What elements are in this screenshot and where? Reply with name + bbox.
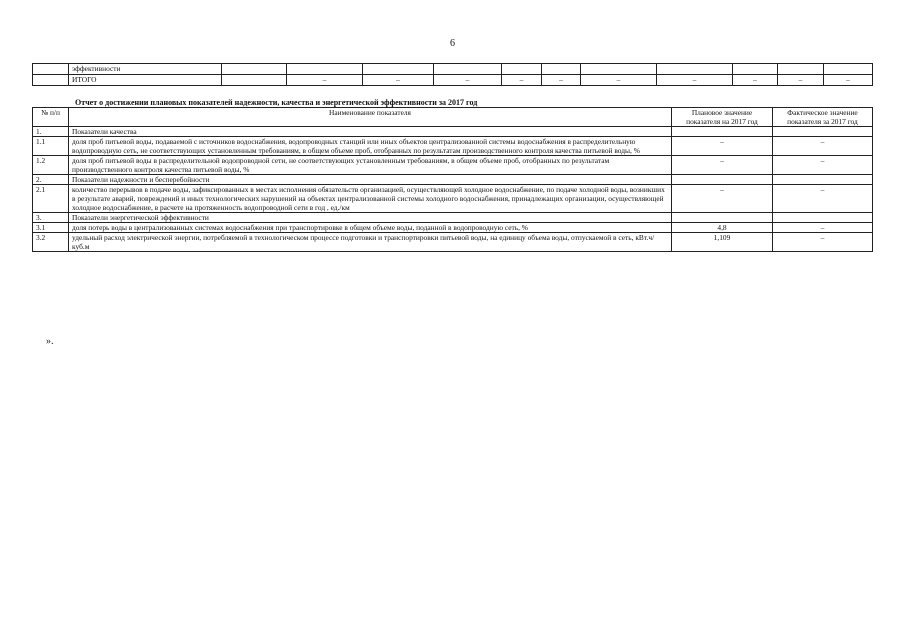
indicators-table [32, 107, 873, 252]
table-cell [581, 64, 657, 75]
row-label: эффективности [69, 64, 222, 75]
row-name: Показатели энергетической эффективности [69, 213, 672, 223]
table-row [33, 137, 873, 156]
table-cell: – [363, 75, 434, 86]
row-plan: 4,8 [672, 223, 773, 233]
row-num: 3.1 [33, 223, 69, 233]
table-row [33, 75, 873, 86]
row-fact: – [773, 185, 873, 213]
row-name: доля потерь воды в централизованных системах водоснабжения при транспортировке в общем объеме воды, поданной в водопроводную сеть, % [69, 223, 672, 233]
table-row [33, 233, 873, 252]
row-name: Показатели качества [69, 127, 672, 137]
table-cell: – [733, 75, 778, 86]
table-cell: – [824, 75, 873, 86]
row-plan: – [672, 185, 773, 213]
row-fact [773, 175, 873, 185]
row-plan: – [672, 137, 773, 156]
report-title: Отчет о достижении плановых показателей надежности, качества и энергетической эффективности за 2017 год [75, 98, 478, 107]
row-plan [672, 127, 773, 137]
row-label: ИТОГО [69, 75, 222, 86]
table-row [33, 185, 873, 213]
table-cell [33, 75, 69, 86]
table-cell: – [502, 75, 542, 86]
row-num: 2. [33, 175, 69, 185]
table-cell [222, 64, 287, 75]
table-row [33, 175, 873, 185]
row-fact [773, 127, 873, 137]
row-fact: – [773, 233, 873, 252]
summary-table-fragment [32, 63, 873, 86]
row-plan [672, 175, 773, 185]
row-num: 1. [33, 127, 69, 137]
header-fact: Фактическое значение показателя за 2017 год [773, 108, 873, 127]
row-num: 3.2 [33, 233, 69, 252]
table-cell [502, 64, 542, 75]
row-num: 2.1 [33, 185, 69, 213]
row-num: 1.1 [33, 137, 69, 156]
table-row [33, 64, 873, 75]
table-cell [542, 64, 581, 75]
closing-quote-mark: ». [46, 336, 54, 347]
table-cell: – [778, 75, 824, 86]
header-plan: Плановое значение показателя на 2017 год [672, 108, 773, 127]
table-cell [733, 64, 778, 75]
header-num: № п/п [33, 108, 69, 127]
row-num: 1.2 [33, 156, 69, 175]
table-cell [434, 64, 502, 75]
table-cell [363, 64, 434, 75]
row-fact: – [773, 223, 873, 233]
row-fact [773, 213, 873, 223]
table-cell [778, 64, 824, 75]
row-fact: – [773, 137, 873, 156]
row-name: Показатели надежности и бесперебойности [69, 175, 672, 185]
row-name: доля проб питьевой воды, подаваемой с источников водоснабжения, водопроводных станций или иных объектов централизованной системы водоснабжения в распределительную водопроводную сеть, не соответствующих установленным требованиям, в общем объеме проб, отобранных по результатам производственного контроля качества питьевой воды, % [69, 137, 672, 156]
table-cell [657, 64, 733, 75]
row-num: 3. [33, 213, 69, 223]
row-name: удельный расход электрической энергии, потребляемой в технологическом процессе подготовки и транспортировки питьевой воды, на единицу объема воды, отпускаемой в сеть, кВт.ч/куб.м [69, 233, 672, 252]
row-name: количество перерывов в подаче воды, зафиксированных в местах исполнения обязательств организацией, осуществляющей холодное водоснабжение, по подаче холодной воды, возникших в результате аварий, повреждений и иных технологических нарушений на объектах централизованной системы холодного водоснабжения, принадлежащих организации, осуществляющей холодное водоснабжение, в расчете на протяженность водопроводной сети в год , ед./км [69, 185, 672, 213]
table-row [33, 213, 873, 223]
table-cell: – [287, 75, 363, 86]
row-fact: – [773, 156, 873, 175]
header-name: Наименование показателя [69, 108, 672, 127]
row-plan [672, 213, 773, 223]
table-cell: – [434, 75, 502, 86]
page-number: 6 [450, 38, 455, 49]
table-cell [287, 64, 363, 75]
row-name: доля проб питьевой воды в распределительной водопроводной сети, не соответствующих установленным требованиям, в общем объеме проб, отобранных по результатам производственного контроля качества питьевой воды, % [69, 156, 672, 175]
table-cell: – [542, 75, 581, 86]
table-row [33, 156, 873, 175]
table-row [33, 127, 873, 137]
table-cell [33, 64, 69, 75]
table-cell: – [657, 75, 733, 86]
table-cell [222, 75, 287, 86]
row-plan: – [672, 156, 773, 175]
table-cell: – [581, 75, 657, 86]
row-plan: 1,109 [672, 233, 773, 252]
table-cell [824, 64, 873, 75]
table-header-row [33, 108, 873, 127]
table-row [33, 223, 873, 233]
